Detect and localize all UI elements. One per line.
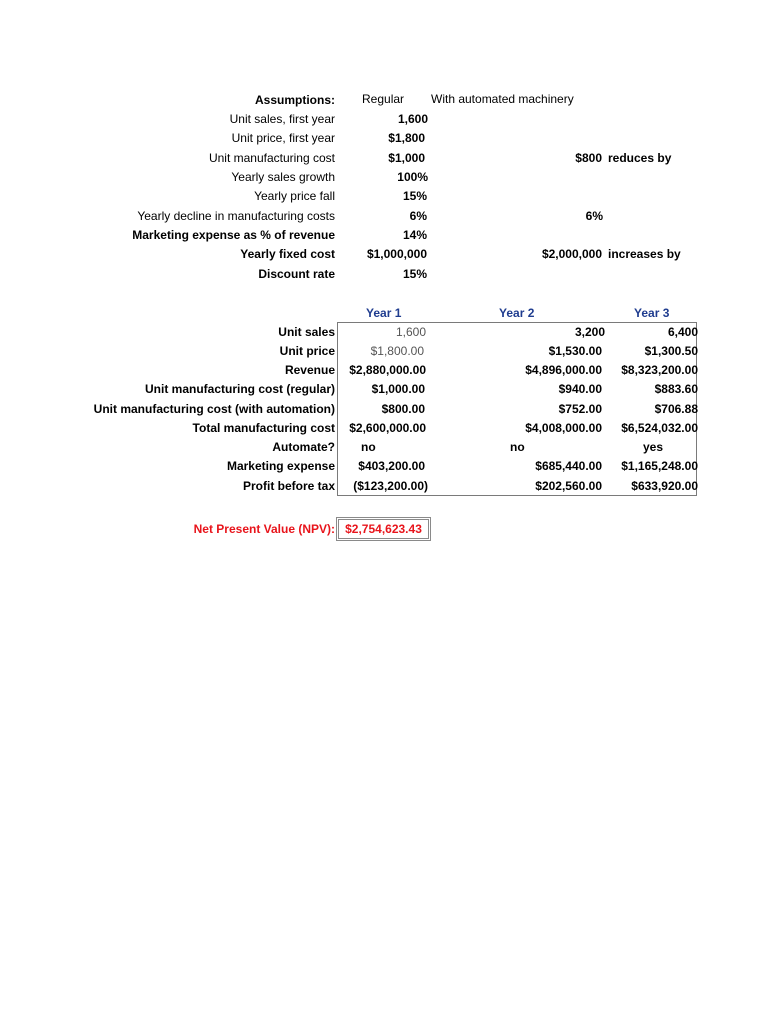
projection-cell[interactable]: $1,000.00 bbox=[371, 382, 425, 396]
assumption-label: Discount rate bbox=[258, 267, 335, 281]
assumption-label: Marketing expense as % of revenue bbox=[132, 228, 335, 242]
projection-label: Unit manufacturing cost (regular) bbox=[144, 382, 335, 396]
year-header: Year 1 bbox=[366, 306, 402, 320]
projection-cell[interactable]: no bbox=[510, 440, 525, 454]
year-header: Year 3 bbox=[634, 306, 670, 320]
assumption-automated-value[interactable]: $2,000,000 bbox=[541, 247, 602, 261]
projection-cell[interactable]: $2,600,000.00 bbox=[349, 421, 426, 435]
assumption-label: Unit price, first year bbox=[231, 131, 335, 145]
npv-label: Net Present Value (NPV): bbox=[193, 522, 335, 536]
projection-label: Automate? bbox=[272, 440, 335, 454]
npv-value: $2,754,623.43 bbox=[345, 522, 422, 536]
projection-cell[interactable]: $4,896,000.00 bbox=[525, 363, 602, 377]
projection-label: Marketing expense bbox=[226, 459, 335, 473]
assumption-label: Yearly sales growth bbox=[231, 170, 335, 184]
projection-cell[interactable]: $202,560.00 bbox=[535, 479, 602, 493]
projection-cell[interactable]: $685,440.00 bbox=[535, 459, 602, 473]
projection-cell[interactable]: yes bbox=[643, 440, 664, 454]
projection-cell[interactable]: $403,200.00 bbox=[358, 459, 425, 473]
projection-cell[interactable]: $6,524,032.00 bbox=[621, 421, 698, 435]
projection-cell[interactable]: $1,800.00 bbox=[370, 344, 424, 358]
projection-cell[interactable]: $4,008,000.00 bbox=[525, 421, 602, 435]
projection-cell[interactable]: $1,530.00 bbox=[548, 344, 602, 358]
year-header: Year 2 bbox=[499, 306, 535, 320]
projection-cell[interactable]: 6,400 bbox=[667, 325, 698, 339]
npv-result-cell[interactable] bbox=[336, 517, 431, 541]
assumptions-heading: Assumptions: bbox=[254, 93, 335, 107]
assumption-regular-value[interactable]: 15% bbox=[402, 267, 427, 281]
assumption-regular-value[interactable]: 1,600 bbox=[397, 112, 428, 126]
projection-cell[interactable]: $706.88 bbox=[654, 402, 698, 416]
projection-cell[interactable]: $883.60 bbox=[654, 382, 698, 396]
projection-cell[interactable]: $633,920.00 bbox=[631, 479, 698, 493]
projection-label: Profit before tax bbox=[242, 479, 335, 493]
assumption-regular-value[interactable]: $1,000 bbox=[388, 151, 425, 165]
projection-cell[interactable]: $940.00 bbox=[558, 382, 602, 396]
projection-label: Unit price bbox=[279, 344, 335, 358]
assumption-regular-value[interactable]: 6% bbox=[409, 209, 427, 223]
assumption-regular-value[interactable]: 100% bbox=[397, 170, 428, 184]
assumption-note: increases by bbox=[608, 247, 681, 261]
projection-label: Unit manufacturing cost (with automation) bbox=[93, 402, 335, 416]
projection-cell[interactable]: no bbox=[361, 440, 376, 454]
projection-label: Total manufacturing cost bbox=[192, 421, 335, 435]
projection-cell[interactable]: $1,165,248.00 bbox=[621, 459, 698, 473]
col-automated-header: With automated machinery bbox=[431, 92, 574, 106]
projection-cell[interactable]: $2,880,000.00 bbox=[349, 363, 426, 377]
projection-label: Unit sales bbox=[278, 325, 335, 339]
projection-label: Revenue bbox=[284, 363, 335, 377]
projection-cell[interactable]: $1,300.50 bbox=[644, 344, 698, 358]
assumption-note: reduces by bbox=[608, 151, 672, 165]
assumption-label: Yearly decline in manufacturing costs bbox=[137, 209, 335, 223]
assumption-label: Yearly fixed cost bbox=[240, 247, 335, 261]
assumption-label: Yearly price fall bbox=[254, 189, 335, 203]
assumption-label: Unit sales, first year bbox=[229, 112, 335, 126]
assumption-automated-value[interactable]: $800 bbox=[575, 151, 602, 165]
assumption-label: Unit manufacturing cost bbox=[208, 151, 335, 165]
projection-cell[interactable]: ($123,200.00) bbox=[353, 479, 428, 493]
projection-cell[interactable]: 3,200 bbox=[574, 325, 605, 339]
projection-cell[interactable]: 1,600 bbox=[395, 325, 426, 339]
projection-cell[interactable]: $800.00 bbox=[381, 402, 425, 416]
projection-cell[interactable]: $8,323,200.00 bbox=[621, 363, 698, 377]
assumption-regular-value[interactable]: $1,800 bbox=[388, 131, 425, 145]
col-regular-header: Regular bbox=[362, 92, 405, 106]
assumption-regular-value[interactable]: $1,000,000 bbox=[366, 247, 427, 261]
assumption-regular-value[interactable]: 15% bbox=[402, 189, 427, 203]
projection-cell[interactable]: $752.00 bbox=[558, 402, 602, 416]
assumption-automated-value[interactable]: 6% bbox=[585, 209, 603, 223]
assumption-regular-value[interactable]: 14% bbox=[402, 228, 427, 242]
